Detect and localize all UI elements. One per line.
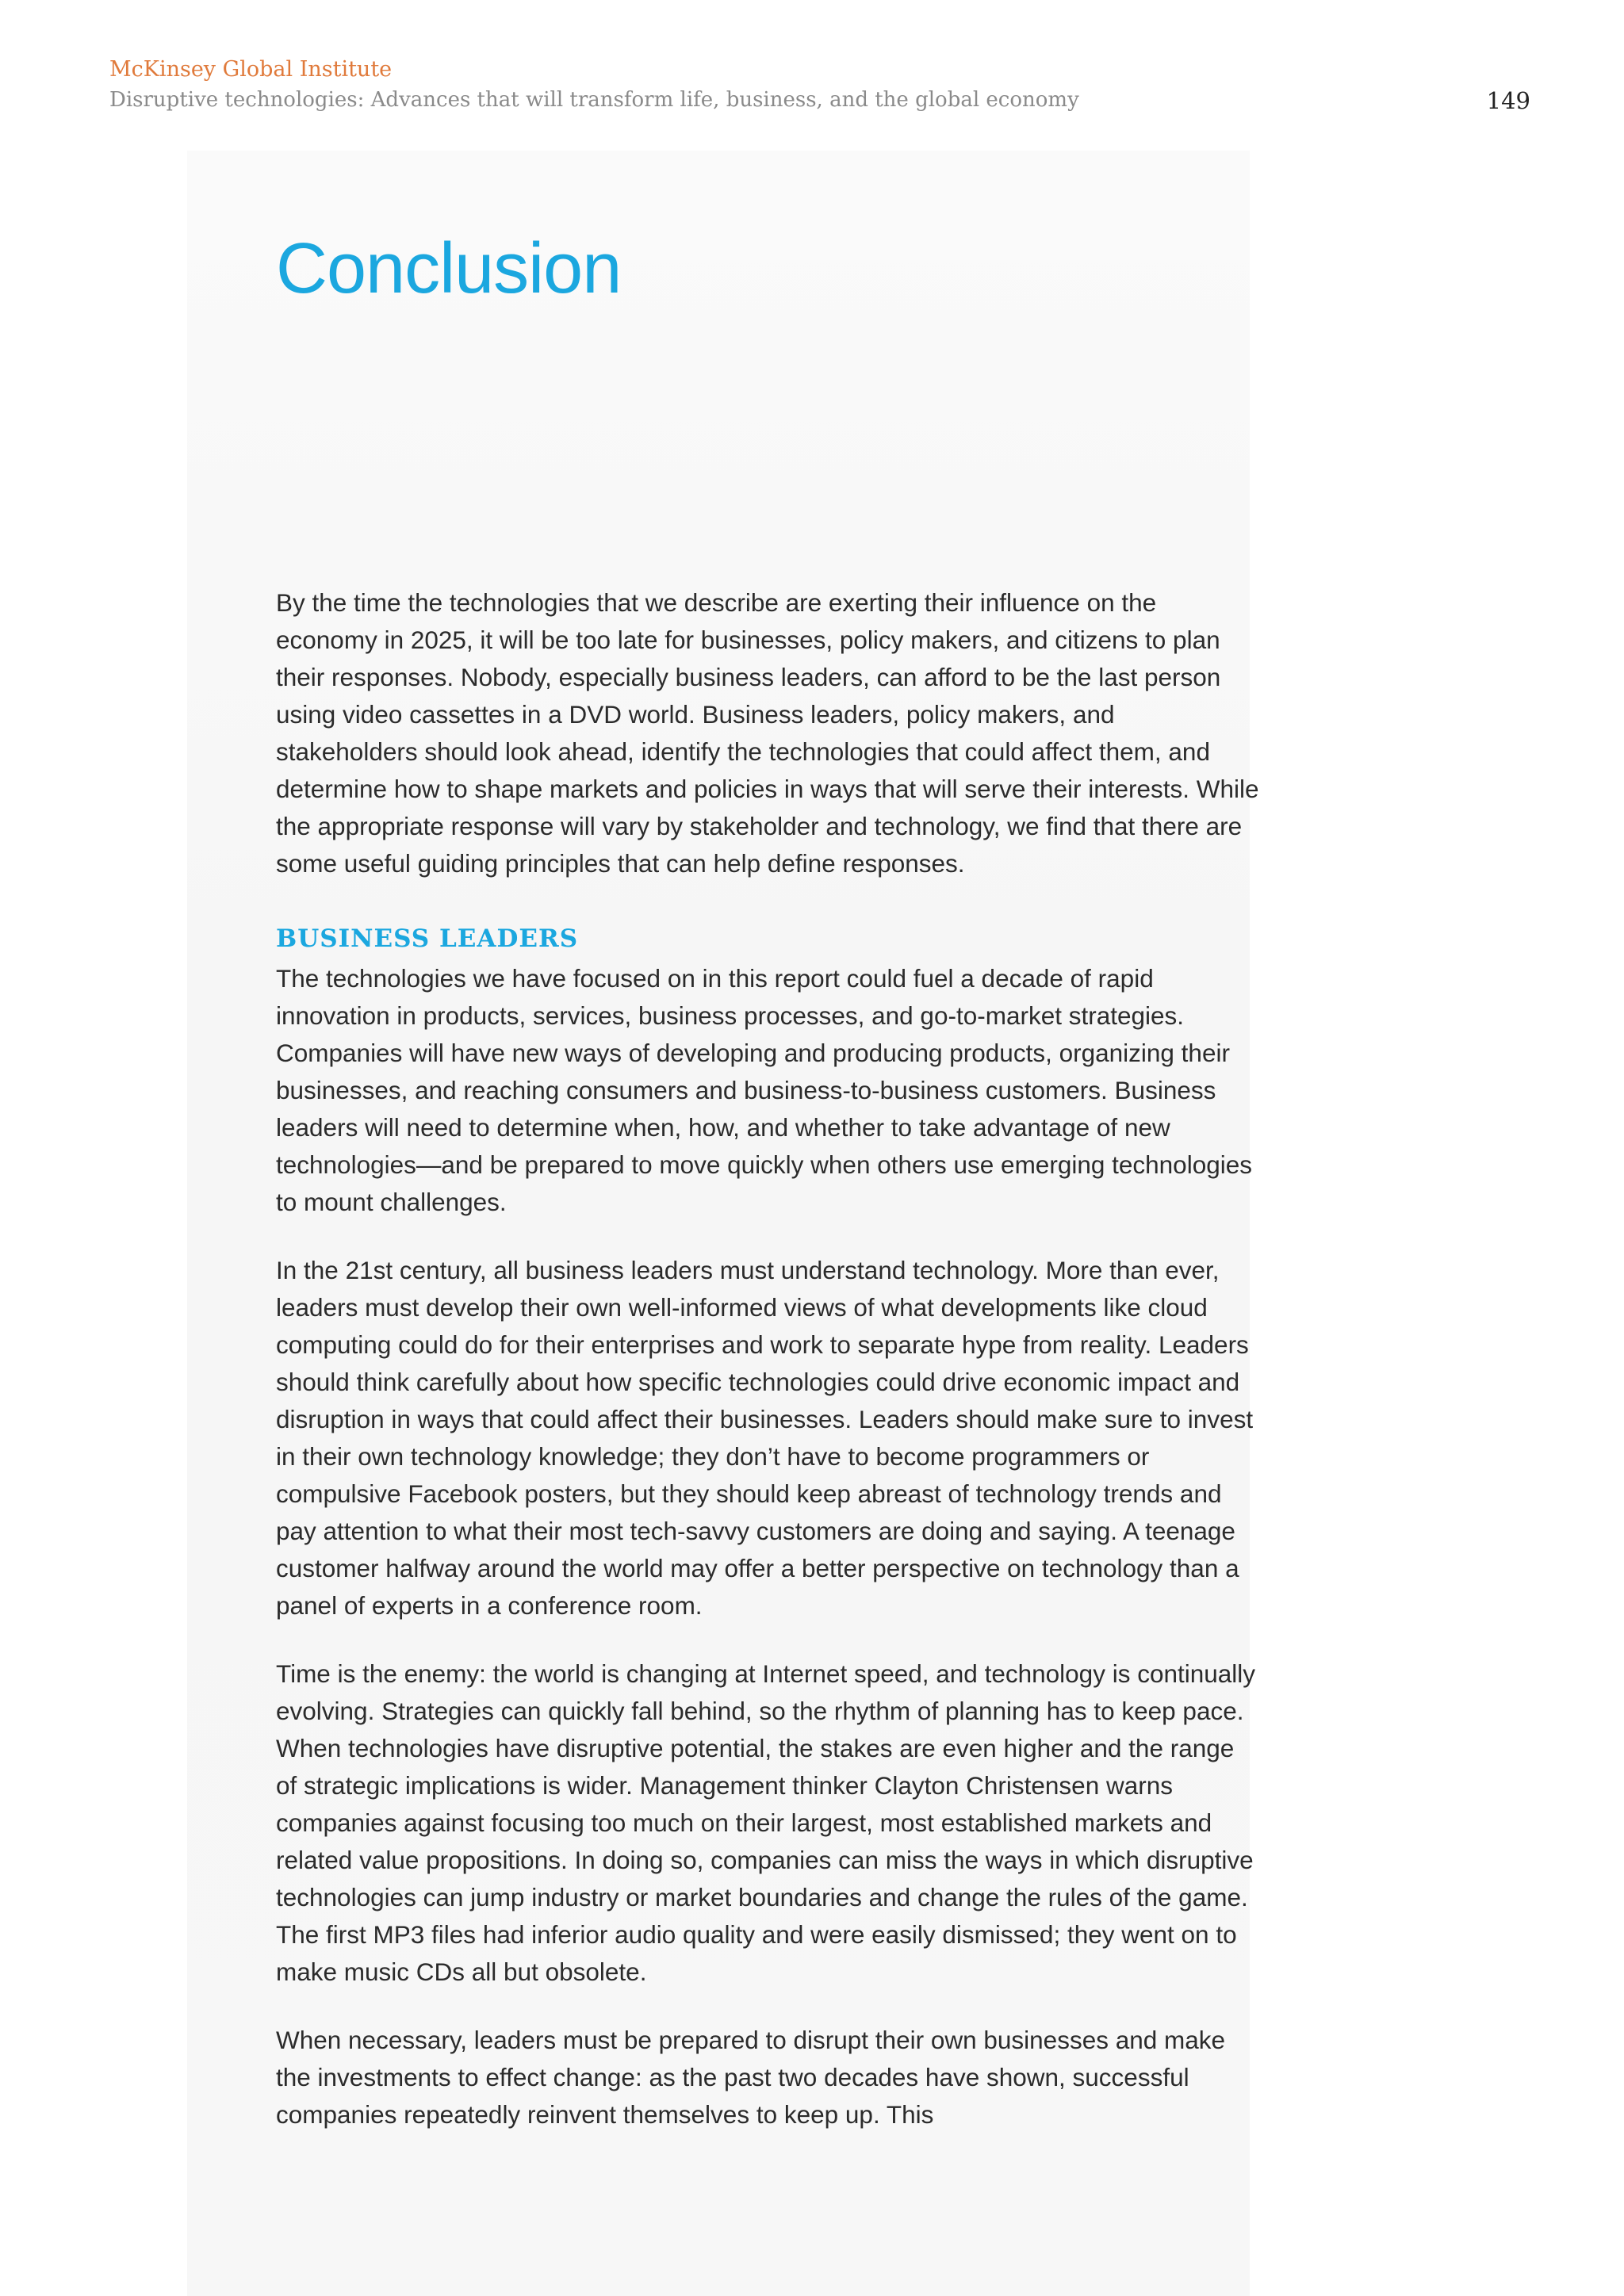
page-number: 149 bbox=[1486, 87, 1530, 114]
body-paragraph: The technologies we have focused on in this report could fuel a decade of rapid innovation in products, services, business processes, and go-to-market strategies. Companies will have new ways of developing and producing products, organizing their businesses, and reaching consumers and business-to-business customers. Business leaders will need to determine when, how, and whether to take advantage of new technologies—and be prepared to move quickly when others use emerging technologies to mount challenges. bbox=[276, 964, 1253, 1217]
body-paragraph: Time is the enemy: the world is changing at Internet speed, and technology is continually evolving. Strategies can quickly fall behind, so the rhythm of planning has to keep pace. When technologies have disruptive potential, the stakes are even higher and the range of strategic implications is wider. Management thinker Clayton Christensen warns companies against focusing too much on their largest, most established markets and related value propositions. In doing so, companies can miss the ways in which disruptive technologies can jump industry or market boundaries and change the rules of the game. The first MP3 files had inferior audio quality and were easily dismissed; they went on to make music CDs all but obsolete. bbox=[276, 1659, 1256, 1987]
chapter-title: Conclusion bbox=[276, 229, 622, 308]
publisher-name: McKinsey Global Institute bbox=[109, 57, 393, 82]
main-content bbox=[276, 230, 1259, 2133]
intro-paragraph: By the time the technologies that we describe are exerting their influence on the economy in 2025, it will be too late for businesses, policy makers, and citizens to plan their responses. Nobody, especially business leaders, can afford to be the last person using video cassettes in a DVD world. Business leaders, policy makers, and stakeholders should look ahead, identify the technologies that could affect them, and determine how to shape markets and policies in ways that will serve their interests. While the appropriate response will vary by stakeholder and technology, we find that there are some useful guiding principles that can help define responses. bbox=[276, 588, 1259, 878]
body-paragraph: In the 21st century, all business leaders must understand technology. More than ever, leaders must develop their own well-informed views of what developments like cloud computing could do for their enterprises and work to separate hype from reality. Leaders should think carefully about how specific technologies could drive economic impact and disruption in ways that could affect their businesses. Leaders should make sure to invest in their own technology knowledge; they don’t have to become programmers or compulsive Facebook posters, but they should keep abreast of technology trends and pay attention to what their most tech-savvy customers are doing and saying. A teenage customer halfway around the world may offer a better perspective on technology than a panel of experts in a conference room. bbox=[276, 1256, 1254, 1621]
running-header bbox=[109, 57, 1079, 114]
report-title: Disruptive technologies: Advances that will transform life, business, and the global economy bbox=[109, 88, 1079, 113]
body-paragraph: When necessary, leaders must be prepared to disrupt their own businesses and make the investments to effect change: as the past two decades have shown, successful companies repeatedly reinvent themselves to keep up. This bbox=[276, 2026, 1226, 2130]
section-heading: BUSINESS LEADERS bbox=[276, 924, 579, 953]
